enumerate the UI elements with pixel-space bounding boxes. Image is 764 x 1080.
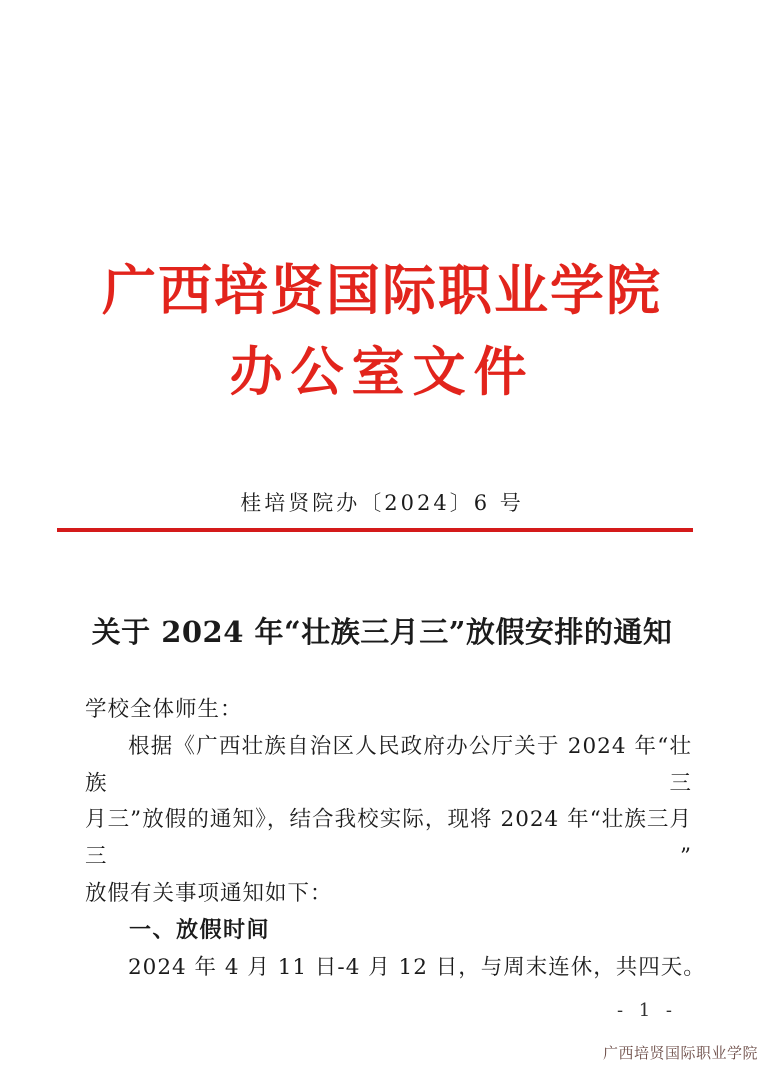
document-type-header: 办公室文件 [229, 341, 535, 403]
paragraph-line-1: 根据《广西壮族自治区人民政府办公厅关于 2024 年“壮族三 [85, 733, 692, 796]
section-1-text: 2024 年 4 月 11 日-4 月 12 日，与周末连休，共四天。 [128, 954, 706, 980]
footer-watermark: 广西培贤国际职业学院 [602, 1044, 758, 1062]
section-1-heading: 一、放假时间 [129, 917, 271, 943]
paragraph-line-3: 放假有关事项通知如下： [85, 880, 333, 906]
document-number: 桂培贤院办〔2024〕6 号 [240, 491, 524, 515]
page-number: - 1 - [616, 1000, 677, 1021]
paragraph-line-2: 月三”放假的通知》，结合我校实际，现将 2024 年“壮族三月三” [85, 807, 692, 870]
red-divider-line [57, 528, 693, 532]
agency-name-header: 广西培贤国际职业学院 [102, 258, 662, 322]
notice-body [85, 692, 706, 986]
notice-title: 关于 2024 年“壮族三月三”放假安排的通知 [91, 615, 673, 649]
salutation: 学校全体师生： [85, 697, 243, 722]
